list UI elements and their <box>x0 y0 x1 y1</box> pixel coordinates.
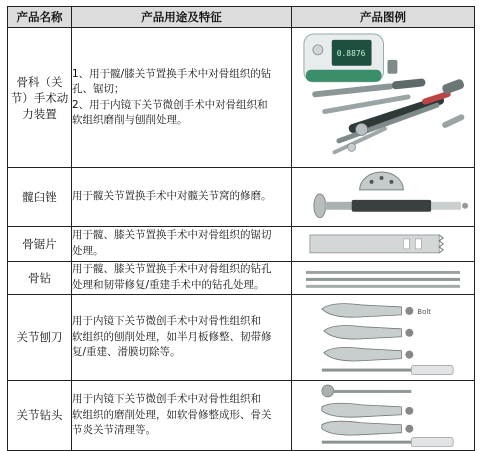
description-line: 复/重建、滑膜切除等。 <box>72 346 181 359</box>
table-row <box>8 294 475 381</box>
product-image-cell <box>292 381 475 451</box>
description-line: 软组织的磨削处理，如软骨修整成形、骨关 <box>72 408 272 421</box>
description-line: 1、用于髋/膝关节置换手术中对骨组织的钻 <box>72 67 272 80</box>
product-description <box>72 168 292 227</box>
description-line: 用于髋、膝关节置换手术中对骨组织的锯切 <box>72 229 272 242</box>
header-product-image: 产品图例 <box>292 7 475 28</box>
product-name <box>8 28 72 168</box>
reamer-image <box>292 168 474 226</box>
product-name: 骨锯片 <box>8 226 72 261</box>
description-line: 节炎关节清理等。 <box>72 424 156 437</box>
burr-image <box>292 381 474 450</box>
header-product-use: 产品用途及特征 <box>72 7 292 28</box>
description-line: 处理和韧带修复/重建手术中的钻孔处理。 <box>72 278 265 291</box>
power-device-image <box>292 28 474 167</box>
product-description <box>72 381 292 451</box>
description-line: 用于内镜下关节微创手术中对骨性组织和 <box>72 315 261 328</box>
saw-blade-image <box>292 227 474 261</box>
product-description <box>72 261 292 294</box>
description-line: 用于髋关节置换手术中对髋关节窝的修磨。 <box>72 190 272 203</box>
product-table <box>7 6 475 451</box>
product-name: 关节刨刀 <box>8 294 72 381</box>
table-row <box>8 168 475 227</box>
description-line: 用于内镜下关节微创手术中对骨性组织和 <box>72 393 261 406</box>
description-line: 2、用于内镜下关节微创手术中对骨组织和 <box>72 98 268 111</box>
table-row <box>8 28 475 168</box>
product-image-cell <box>292 168 475 227</box>
product-name-line: 节）手术动 <box>10 90 69 105</box>
product-image-cell <box>292 261 475 294</box>
description-line: 用于髋、膝关节置换手术中对骨组织的钻孔 <box>72 263 272 276</box>
product-name: 骨钻 <box>8 261 72 294</box>
product-description <box>72 294 292 381</box>
table-row <box>8 381 475 451</box>
product-image-cell <box>292 294 475 381</box>
table-row <box>8 226 475 261</box>
product-description <box>72 28 292 168</box>
brand-label: Bolt <box>417 307 432 316</box>
header-row <box>8 7 475 28</box>
product-name-line: 骨科（关 <box>16 74 63 89</box>
product-name: 关节钻头 <box>8 381 72 451</box>
description-line: 处理。 <box>72 244 104 257</box>
description-line: 孔、锯切； <box>72 83 125 96</box>
header-product-name: 产品名称 <box>8 7 72 28</box>
table-row <box>8 261 475 294</box>
drill-bit-image <box>292 262 474 294</box>
product-image-cell <box>292 28 475 168</box>
shaver-image <box>292 295 474 381</box>
product-name-line: 力装置 <box>22 106 57 121</box>
description-line: 软组织的刨削处理，如半月板修整、韧带修 <box>72 330 272 343</box>
product-image-cell <box>292 226 475 261</box>
device-screen-readout: 0.8876 <box>336 48 366 58</box>
description-line: 软组织磨削与刨削处理。 <box>72 114 188 127</box>
product-description <box>72 226 292 261</box>
product-name: 髋臼锉 <box>8 168 72 227</box>
